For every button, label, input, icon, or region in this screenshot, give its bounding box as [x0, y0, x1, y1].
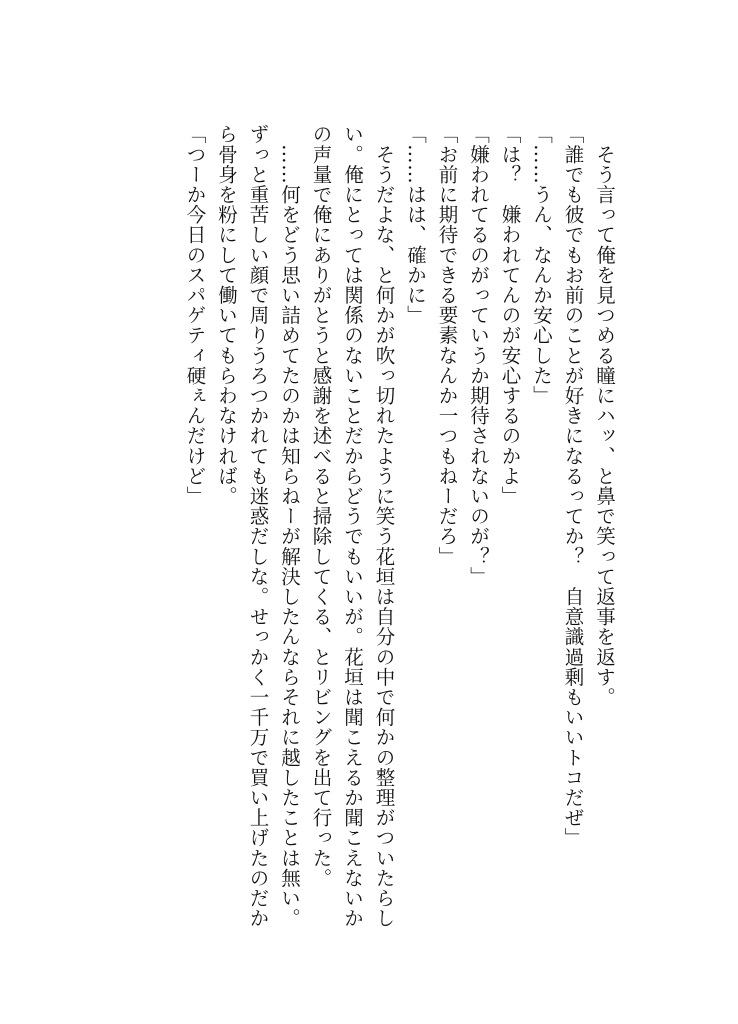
text-line-5: 「嫌われてるのがっていうか期待されないのが？」	[467, 124, 490, 587]
text-line-14: 「つーか今日のスパゲティ硬ぇんだけど」	[183, 124, 207, 506]
text-line-11: ……何をどう思い詰めてたのかは知らねーが解決したんならそれに越したことは無い。	[278, 124, 301, 928]
text-line-4: 「は？ 嫌われてんのが安心するのかよ」	[498, 124, 522, 506]
text-line-1: そう言って俺を見つめる瞳にハッ、と鼻で笑って返事を返す。	[593, 124, 616, 707]
vertical-text-block	[179, 124, 620, 928]
text-line-8: そうだよな、と何かが吹っ切れたように笑う花垣は自分の中で何かの整理がついたらし	[372, 124, 396, 928]
text-line-7: 「……はは、確かに」	[404, 124, 427, 325]
text-line-10: の声量で俺にありがとうと感謝を述べると掃除してくる、とリビングを出て行った。	[309, 124, 333, 888]
text-line-13: ら骨身を粉にして働いてもらわなければ。	[215, 124, 238, 506]
text-line-6: 「お前に期待できる要素なんか一つもねーだろ」	[435, 124, 459, 567]
text-line-3: 「……うん、なんか安心した」	[530, 124, 553, 406]
text-line-12: ずっと重苦しい顔で周りうろつかれても迷惑だしな。せっかく一千万で買い上げたのだか	[246, 124, 270, 928]
text-line-2: 「誰でも彼でもお前のことが好きになるってか？ 自意識過剰もいいトコだぜ」	[561, 124, 585, 848]
text-line-9: い。俺にとっては関係のないことだからどうでもいいが。花垣は聞こえるか聞こえないか	[341, 124, 364, 928]
